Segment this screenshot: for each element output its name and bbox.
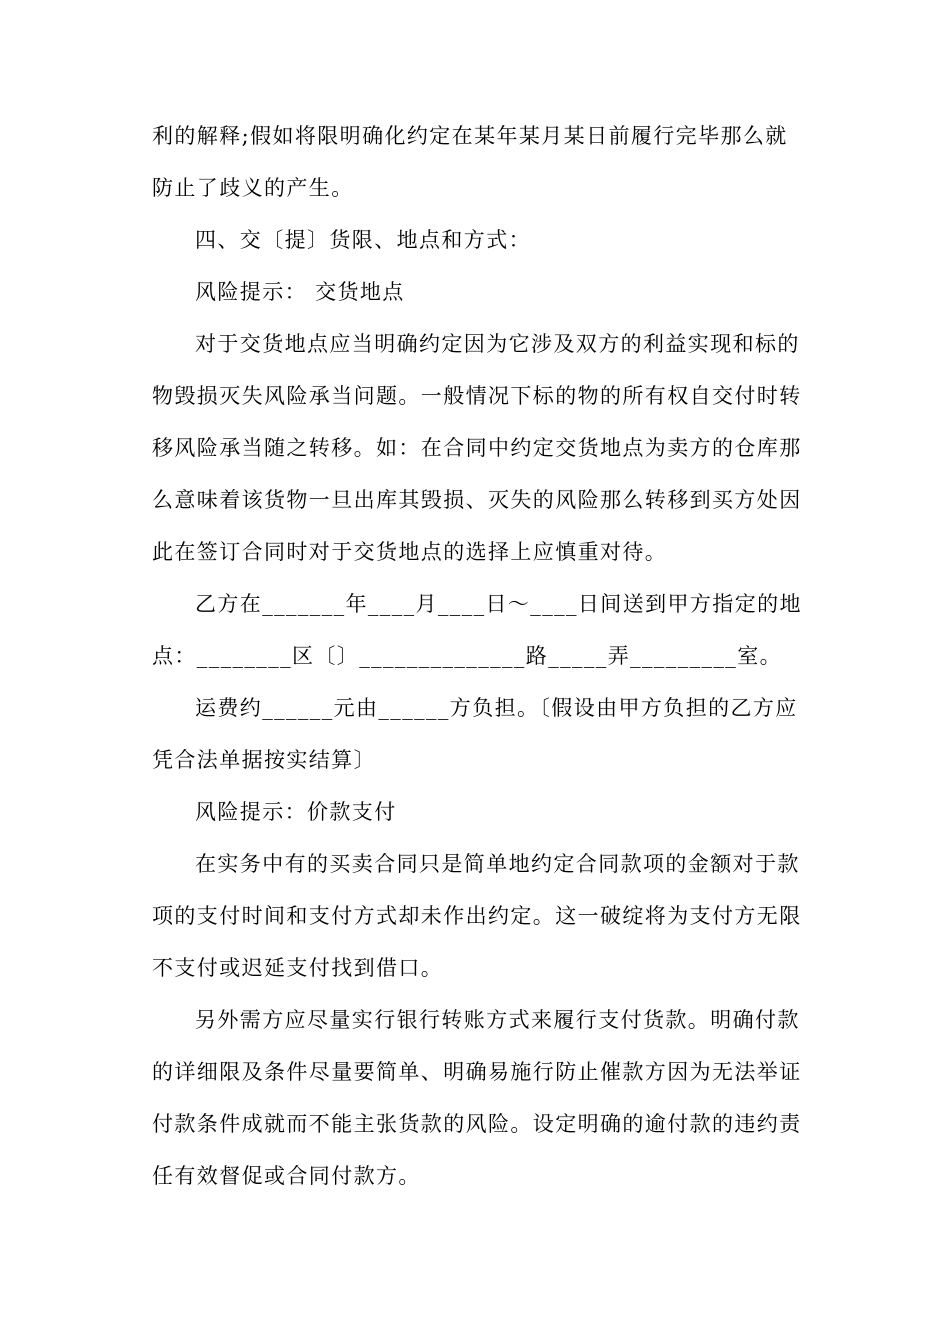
risk-tip-heading: 风险提示： 交货地点: [195, 280, 405, 304]
paragraph-line: 的详细限及条件尽量要简单、明确易施行防止催款方因为无法举证: [152, 1060, 802, 1084]
paragraph-line: 么意味着该货物一旦出库其毁损、灭失的风险那么转移到买方处因: [152, 488, 802, 512]
paragraph-line: 付款条件成就而不能主张货款的风险。设定明确的逾付款的违约责: [152, 1112, 802, 1136]
risk-tip-heading: 风险提示：价款支付: [195, 800, 397, 824]
paragraph-line: 对于交货地点应当明确约定因为它涉及双方的利益实现和标的: [195, 332, 800, 356]
paragraph-line: 物毁损灭失风险承当问题。一般情况下标的物的所有权自交付时转: [152, 384, 802, 408]
paragraph-line: 防止了歧义的产生。: [152, 176, 354, 200]
paragraph-line: 移风险承当随之转移。如：在合同中约定交货地点为卖方的仓库那: [152, 436, 802, 460]
paragraph-line: 任有效督促或合同付款方。: [152, 1164, 421, 1188]
section-heading: 四、交〔提〕货限、地点和方式：: [195, 228, 531, 252]
paragraph-line: 利的解释;假如将限明确化约定在某年某月某日前履行完毕那么就: [152, 124, 788, 148]
paragraph-line: 不支付或迟延支付找到借口。: [152, 956, 444, 980]
freight-line: 运费约______元由______方负担。〔假设由甲方负担的乙方应: [195, 696, 798, 720]
delivery-date-line: 乙方在_______年____月____日～____日间送到甲方指定的地: [195, 592, 802, 616]
paragraph-line: 在实务中有的买卖合同只是简单地约定合同款项的金额对于款: [195, 852, 800, 876]
paragraph-line: 另外需方应尽量实行银行转账方式来履行支付货款。明确付款: [195, 1008, 800, 1032]
delivery-address-line: 点：________区〔〕______________路_____弄_________室。: [152, 644, 782, 668]
paragraph-line: 此在签订合同时对于交货地点的选择上应慎重对待。: [152, 540, 668, 564]
paragraph-line: 凭合法单据按实结算〕: [152, 748, 376, 772]
paragraph-line: 项的支付时间和支付方式却未作出约定。这一破绽将为支付方无限: [152, 904, 802, 928]
